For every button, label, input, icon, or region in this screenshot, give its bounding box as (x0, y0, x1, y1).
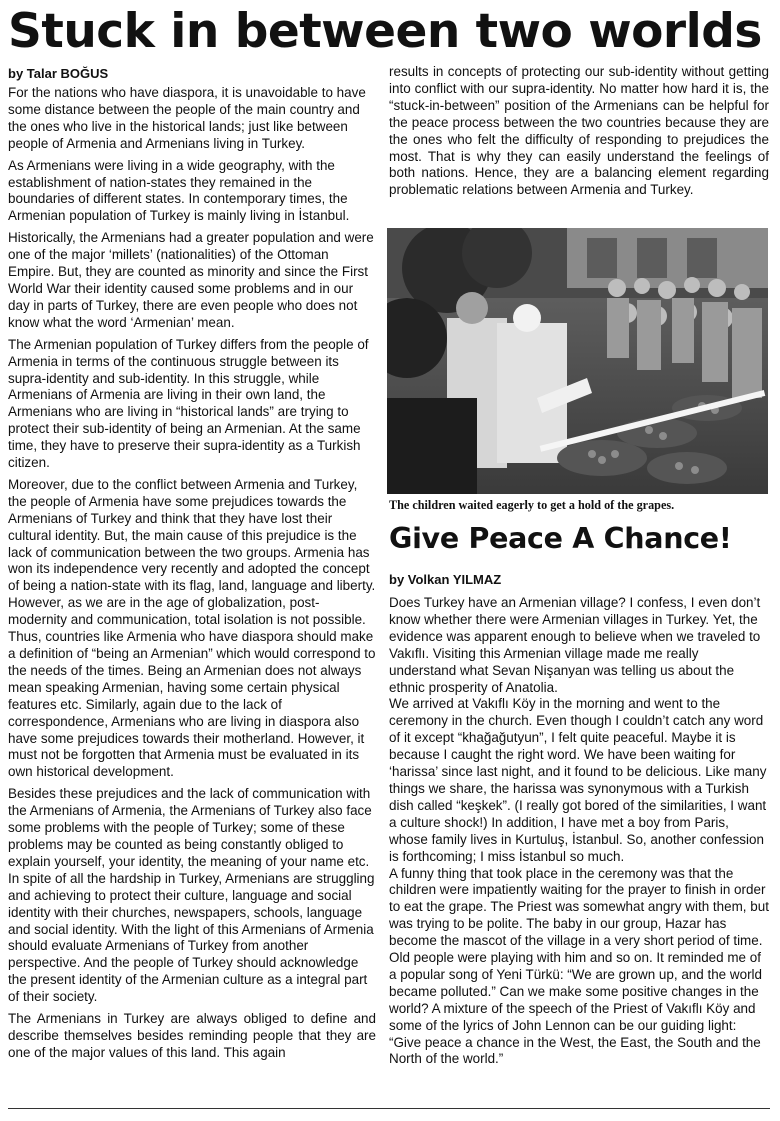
paragraph: Does Turkey have an Armenian village? I confess, I even don’t know whether there were Armenian villages in Turkey. Yet, the evidence was apparent enough to believe when we traveled to Vakıflı. Visiting this Armenian village made me really understand what Sevan Nişanyan was telling us about the ethnic prosperity of Anatolia. (389, 595, 761, 695)
article-byline: by Volkan YILMAZ (389, 572, 502, 587)
photo-caption: The children waited eagerly to get a hold of the grapes. (389, 498, 675, 512)
paragraph: A funny thing that took place in the ceremony was that the children were impatiently waiting for the prayer to finish in order to eat the grape. The Priest was somewhat angry with them, but was trying to be polite. The baby in our group, Hazar has become the mascot of the village in a very short period of time. Old people were playing with him and so on. It reminded me of a popular song of Yeni Türkü: “We are grown up, and the world became polluted.” Can we make some positive changes in the world? A mixture of the speech of the Priest of Vakıflı Köy and some of the lyrics of John Lennon can be our guiding light: “Give peace a chance in the West, the East, the South and the North of the world.” (389, 865, 769, 1067)
ceremony-photo-illustration (387, 228, 768, 494)
article-title: Stuck in between two worlds (8, 4, 762, 59)
article-right-column (389, 64, 769, 204)
paragraph: results in concepts of protecting our sub-identity without getting into conflict with our supra-identity. No matter how hard it is, the “stuck-in-between” position of the Armenians can be helpful for the peace process between the two countries because they are the ones who felt the difficulty of responding to prejudices the most. That is why they can easily understand the feelings of both nations. Hence, they are a balancing element regarding problematic relations between Armenia and Turkey. (389, 64, 769, 198)
paragraph: For the nations who have diaspora, it is unavoidable to have some distance between the people of the main country and the ones who live in the historical lands; just like between people of Armenia and Armenians living in Turkey. (8, 85, 366, 151)
article2-column (389, 595, 769, 1068)
ceremony-photo (387, 228, 768, 494)
paragraph: The Armenian population of Turkey differs from the people of Armenia in terms of the continuous struggle between its supra-identity and sub-identity. In this struggle, while Armenians of Armenia are living in their own land, the Armenians who are living in “historical lands” are trying to protect their sub-identity of being an Armenian. At the same time, they have to preserve their supra-identity as a Turkish citizen. (8, 336, 369, 471)
paragraph: Moreover, due to the conflict between Armenia and Turkey, the people of Armenia have some prejudices towards the Armenians of Turkey and think that they have lost their cultural identity. But, the main cause of this prejudice is the lack of communication between the two groups. Armenia has won its independence very recently and adopted the concept of being a nation-state with its flag, land, language and liberty. However, as we are in the age of globalization, post-modernity and communication, total isolation is not possible. Thus, countries like Armenia who have diaspora should make a definition of “being an Armenian” which would correspond to the needs of the times. Being an Armenian does not always mean speaking Armenian, having some certain physical features etc. Similarly, again due to the lack of correspondence, Armenians who are living in diaspora also have some prejudices towards their motherland. However, it must not be forgotten that Armenia must be evaluated in its own historical development. (8, 476, 376, 780)
article-subtitle: Give Peace A Chance! (389, 522, 732, 555)
paragraph: The Armenians in Turkey are always obliged to define and describe themselves besides reminding people that they are one of the major values of this land. This again (8, 1011, 376, 1060)
paragraph: We arrived at Vakıflı Köy in the morning and went to the ceremony in the church. Even though I couldn’t catch any word of it except “khağağutyun”, I felt quite peaceful. Maybe it is because I caught the right word. We have been waiting for ‘harissa’ since last night, and it found to be delicious. Like many things we share, the harissa was synonymous with a Turkish dish called “keşkek”. (I really got bored of the similarities, I want a culture shock!) In addition, I have met a boy from Paris, whose family lives in Kurtuluş, İstanbul. So, another confession is forthcoming; I miss İstanbul so much. (389, 696, 767, 864)
paragraph: Besides these prejudices and the lack of communication with the Armenians of Armenia, the Armenians of Turkey also face some problems with the people of Turkey; some of these problems may be counted as being constantly obliged to explain yourself, your identity, the meaning of your name etc. In spite of all the hardship in Turkey, Armenians are struggling and achieving to protect their culture, language and social identity with their churches, newspapers, schools, language and social identity. With the light of this Armenians of Armenia should evaluate Armenians of Turkey from another perspective. And the people of Turkey should acknowledge the present identity of the Armenian culture as a integral part of their society. (8, 786, 375, 1005)
paragraph: Historically, the Armenians had a greater population and were one of the major ‘millets’ (nationalities) of the Ottoman Empire. But, they are counted as minority and since the First World War their identity caused some problems and in our day in parts of Turkey, there are even people who does not know what the word ‘Armenian’ mean. (8, 230, 374, 330)
bottom-rule (8, 1108, 770, 1109)
article-left-column (8, 85, 376, 1067)
article-byline: by Talar BOĞUS (8, 66, 109, 81)
paragraph: As Armenians were living in a wide geography, with the establishment of nation-states they remained in the boundaries of different states. In contemporary times, the Armenian population of Turkey is mainly living in İstanbul. (8, 157, 350, 224)
